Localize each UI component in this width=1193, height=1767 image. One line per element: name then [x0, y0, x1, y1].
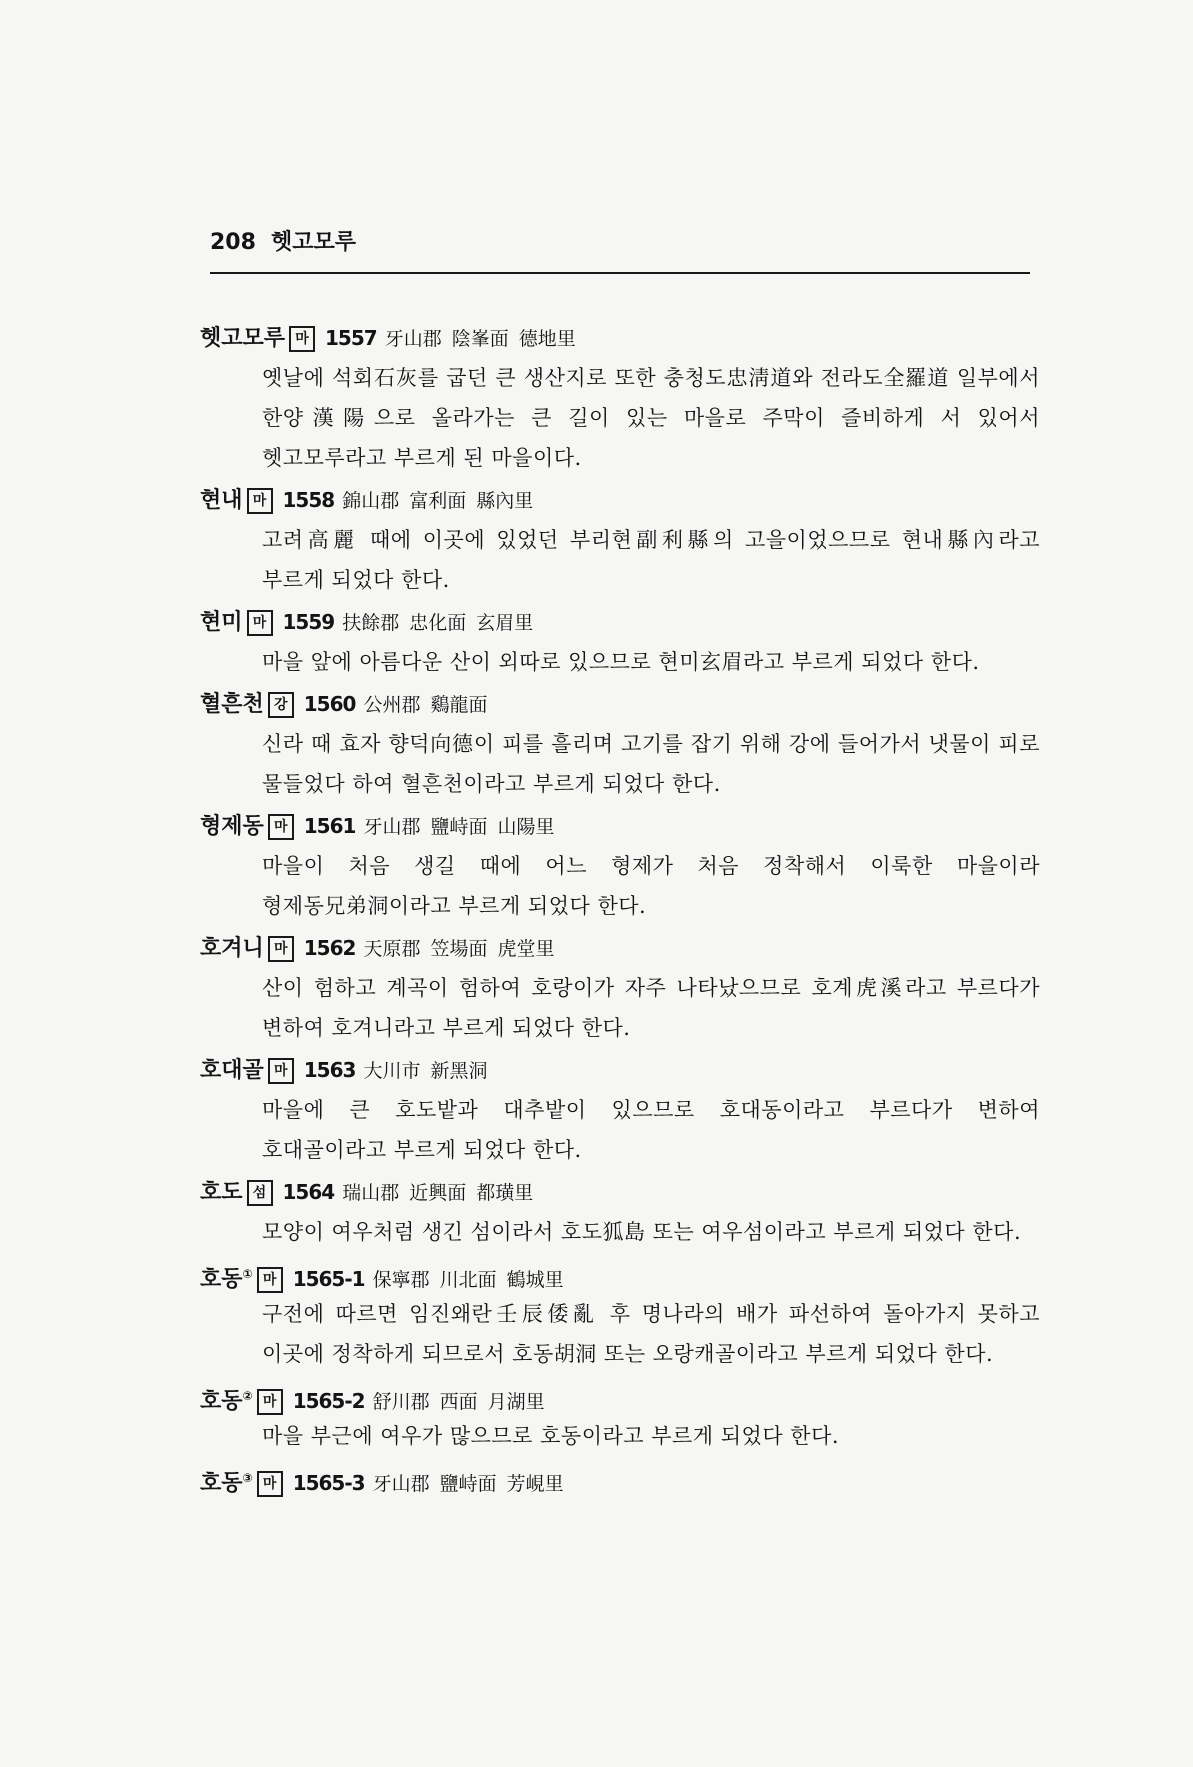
entry-county: 瑞山郡 [342, 1182, 400, 1204]
entry-township: 近興面 [409, 1182, 467, 1204]
entry-headword [200, 1267, 253, 1292]
entry-township: 鹽峙面 [430, 816, 488, 838]
place-type-mark: 마 [268, 1058, 294, 1084]
headword-text: 혈흔천 [200, 692, 264, 717]
entry-township: 笠場面 [430, 938, 488, 960]
dictionary-entry [200, 602, 1040, 682]
entry-headword [200, 326, 285, 351]
entry-number: 1565-2 [292, 1389, 365, 1413]
headword-text: 현내 [200, 488, 243, 513]
entry-head [200, 1458, 1040, 1498]
headword-text: 호도 [200, 1180, 243, 1205]
entry-county: 大川市 [363, 1060, 421, 1082]
entry-head [200, 806, 1040, 846]
entry-headword [200, 1389, 253, 1414]
entry-number: 1557 [325, 326, 377, 350]
entry-head [200, 318, 1040, 358]
entry-number: 1565-3 [292, 1471, 365, 1495]
entry-village: 德地里 [518, 328, 576, 350]
entry-description: 산이 험하고 계곡이 험하여 호랑이가 자주 나타났으므로 호계虎溪라고 부르다가 변하여 호겨니라고 부르게 되었다 한다. [262, 976, 1040, 1040]
headword-sense-number: ③ [242, 1471, 253, 1485]
entry-number: 1560 [303, 692, 356, 716]
entry-description: 마을 앞에 아름다운 산이 외따로 있으므로 현미玄眉라고 부르게 되었다 한다. [262, 650, 980, 674]
entry-head [200, 1172, 1040, 1212]
entry-headword [200, 1180, 243, 1205]
dictionary-entry [200, 480, 1040, 600]
dictionary-entry [200, 806, 1040, 926]
entry-number: 1561 [303, 814, 356, 838]
entry-headword [200, 610, 243, 635]
headword-sense-number: ① [242, 1267, 253, 1281]
entry-headword [200, 936, 264, 961]
headword-text: 호동 [200, 1389, 243, 1414]
entry-county: 牙山郡 [372, 1473, 430, 1495]
entry-number: 1558 [282, 488, 335, 512]
entry-headword [200, 1058, 264, 1083]
dictionary-entry [200, 1254, 1040, 1374]
entry-village: 都璜里 [476, 1182, 534, 1204]
entry-village: 玄眉里 [476, 612, 534, 634]
dictionary-entry [200, 684, 1040, 804]
headword-sense-number: ② [242, 1389, 253, 1403]
dictionary-entry [200, 1458, 1040, 1498]
entry-head [200, 684, 1040, 724]
running-head [210, 228, 1030, 274]
entry-number: 1565-1 [292, 1267, 365, 1291]
headword-text: 호동 [200, 1471, 243, 1496]
entry-township: 鷄龍面 [430, 694, 488, 716]
entry-county: 牙山郡 [363, 816, 421, 838]
entry-head [200, 1050, 1040, 1090]
headword-text: 호겨니 [200, 936, 264, 961]
entry-description: 마을 부근에 여우가 많으므로 호동이라고 부르게 되었다 한다. [262, 1424, 840, 1448]
dictionary-entry [200, 1172, 1040, 1252]
entry-number: 1559 [282, 610, 335, 634]
place-type-mark: 마 [289, 326, 315, 352]
entry-description: 모양이 여우처럼 생긴 섬이라서 호도狐島 또는 여우섬이라고 부르게 되었다 한다. [262, 1220, 1022, 1244]
entry-head [200, 602, 1040, 642]
entry-county: 公州郡 [363, 694, 421, 716]
place-type-mark: 마 [257, 1471, 283, 1497]
entry-township: 鹽峙面 [439, 1473, 497, 1495]
entry-number: 1564 [282, 1180, 335, 1204]
headword-text: 형제동 [200, 814, 264, 839]
place-type-mark: 마 [268, 936, 294, 962]
entry-description: 마을이 처음 생길 때에 어느 형제가 처음 정착해서 이룩한 마을이라 형제동兄弟洞이라고 부르게 되었다 한다. [262, 854, 1040, 918]
place-type-mark: 마 [257, 1267, 283, 1293]
entry-description: 옛날에 석회石灰를 굽던 큰 생산지로 또한 충청도忠淸道와 전라도全羅道 일부에서 한양漢陽으로 올라가는 큰 길이 있는 마을로 주막이 즐비하게 서 있어서 헷고모루라고 부르게 된 마을이다. [262, 366, 1040, 470]
entry-county: 牙山郡 [384, 328, 442, 350]
entry-head [200, 928, 1040, 968]
entry-township: 西面 [439, 1391, 478, 1413]
place-type-mark: 강 [268, 692, 294, 718]
dictionary-entry [200, 318, 1040, 478]
place-type-mark: 섬 [247, 1180, 273, 1206]
entry-village: 虎堂里 [497, 938, 555, 960]
dictionary-entry [200, 1050, 1040, 1170]
entry-head [200, 480, 1040, 520]
place-type-mark: 마 [257, 1389, 283, 1415]
entry-number: 1562 [303, 936, 356, 960]
entry-township: 陰峯面 [451, 328, 509, 350]
entry-description: 고려高麗 때에 이곳에 있었던 부리현副利縣의 고을이었으므로 현내縣內라고 부르게 되었다 한다. [262, 528, 1040, 592]
entry-county: 舒川郡 [372, 1391, 430, 1413]
entry-county: 保寧郡 [372, 1269, 430, 1291]
entry-township: 新黑洞 [430, 1060, 488, 1082]
place-type-mark: 마 [268, 814, 294, 840]
dictionary-entry [200, 928, 1040, 1048]
entry-number: 1563 [303, 1058, 356, 1082]
entry-county: 天原郡 [363, 938, 421, 960]
dictionary-entry [200, 1376, 1040, 1456]
headword-text: 호대골 [200, 1058, 264, 1083]
headword-text: 헷고모루 [200, 326, 286, 351]
place-type-mark: 마 [247, 488, 273, 514]
entry-headword [200, 692, 264, 717]
entry-county: 扶餘郡 [342, 612, 400, 634]
entry-headword [200, 814, 264, 839]
entry-head [200, 1376, 1040, 1416]
entry-village: 鶴城里 [506, 1269, 564, 1291]
entry-village: 月湖里 [487, 1391, 545, 1413]
entry-headword [200, 488, 243, 513]
entry-head [200, 1254, 1040, 1294]
headword-text: 현미 [200, 610, 243, 635]
place-type-mark: 마 [247, 610, 273, 636]
entry-headword [200, 1471, 253, 1496]
entry-township: 富利面 [409, 490, 467, 512]
entry-description: 마을에 큰 호도밭과 대추밭이 있으므로 호대동이라고 부르다가 변하여 호대골이라고 부르게 되었다 한다. [262, 1098, 1040, 1162]
entry-village: 縣內里 [476, 490, 534, 512]
running-head-title: 헷고모루 [271, 230, 357, 255]
entry-village: 芳峴里 [506, 1473, 564, 1495]
headword-text: 호동 [200, 1267, 243, 1292]
entry-township: 川北面 [439, 1269, 497, 1291]
entry-township: 忠化面 [409, 612, 467, 634]
entry-county: 錦山郡 [342, 490, 400, 512]
entry-list [200, 318, 1040, 1500]
entry-village: 山陽里 [497, 816, 555, 838]
entry-description: 구전에 따르면 임진왜란壬辰倭亂 후 명나라의 배가 파선하여 돌아가지 못하고 이곳에 정착하게 되므로서 호동胡洞 또는 오랑캐골이라고 부르게 되었다 한다. [262, 1302, 1040, 1366]
entry-description: 신라 때 효자 향덕向德이 피를 흘리며 고기를 잡기 위해 강에 들어가서 냇물이 피로 물들었다 하여 혈흔천이라고 부르게 되었다 한다. [262, 732, 1040, 796]
page-number: 208 [210, 230, 256, 255]
